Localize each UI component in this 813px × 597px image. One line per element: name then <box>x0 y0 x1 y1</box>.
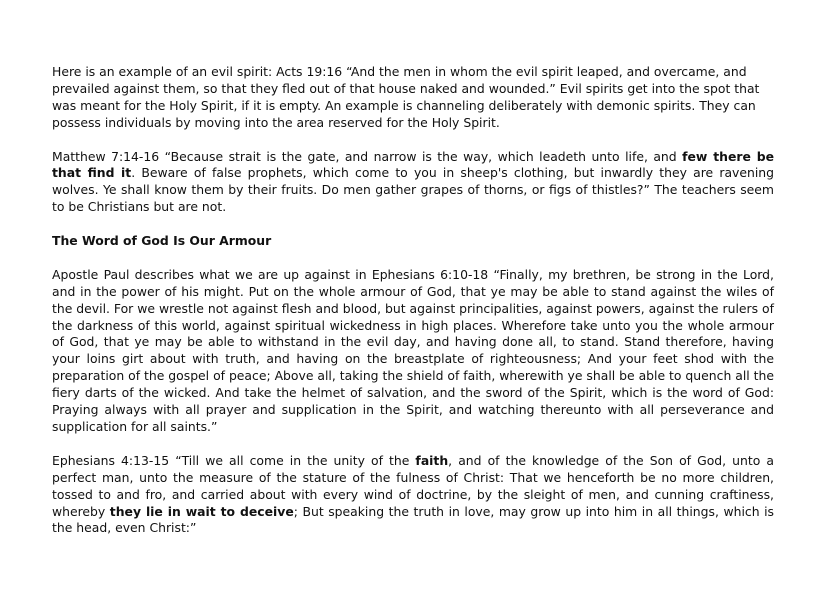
paragraph-ephesians-4 <box>52 453 774 538</box>
paragraph-ephesians-6: Apostle Paul describes what we are up against in Ephesians 6:10-18 “Finally, my brethren, be strong in the Lord, and in the power of his might. Put on the whole armour of God, that ye may be able to stand against the wiles of the devil. For we wrestle not against flesh and blood, but against principalities, against powers, against the rulers of the darkness of this world, against spiritual wickedness in high places. Wherefore take unto you the whole armour of God, that ye may be able to withstand in the evil day, and having done all, to stand. Stand therefore, having your loins girt about with truth, and having on the breastplate of righteousness; And your feet shod with the preparation of the gospel of peace; Above all, taking the shield of faith, wherewith ye shall be able to quench all the fiery darts of the wicked. And take the helmet of salvation, and the sword of the Spirit, which is the word of God: Praying always with all prayer and supplication in the Spirit, and watching thereunto with all perseverance and supplication for all saints.” <box>52 266 774 434</box>
document-page <box>52 64 774 554</box>
paragraph-ephesians-4-text-1: Ephesians 4:13-15 “Till we all come in the unity of the <box>52 452 416 468</box>
paragraph-ephesians-4-text-2: , and of the knowledge of the Son of God, unto a perfect man, unto the measure of the stature of the fulness of Christ: That we henceforth be no more children, tossed to and fro, and carried about with every wind of doctrine, by the sleight of men, and cunning craftiness, whereby <box>52 452 774 519</box>
paragraph-ephesians-4-bold-1: faith <box>415 452 449 468</box>
paragraph-ephesians-4-text-3: ; But speaking the truth in love, may grow up into him in all things, which is the head, even Christ:” <box>52 503 774 536</box>
paragraph-evil-spirit-example: Here is an example of an evil spirit: Acts 19:16 “And the men in whom the evil spirit leaped, and overcame, and prevailed against them, so that they fled out of that house naked and wounded.” Evil spirits get into the spot that was meant for the Holy Spirit, if it is empty. An example is channeling deliberately with demonic spirits. They can possess individuals by moving into the area reserved for the Holy Spirit. <box>52 64 760 130</box>
paragraph-matthew-7-bold-1: few there be that find it <box>52 148 774 181</box>
paragraph-ephesians-4-bold-2: they lie in wait to deceive <box>109 503 294 519</box>
section-heading: The Word of God Is Our Armour <box>52 233 272 249</box>
paragraph-matthew-7-text-2: . Beware of false prophets, which come to you in sheep's clothing, but inwardly they are ravening wolves. Ye shall know them by their fruits. Do men gather grapes of thorns, or figs of thistles?” The teachers seem to be Christians but are not. <box>52 165 775 215</box>
paragraph-matthew-7 <box>52 149 774 217</box>
paragraph-matthew-7-text-1: Matthew 7:14-16 “Because strait is the gate, and narrow is the way, which leadeth unto life, and <box>52 148 683 164</box>
